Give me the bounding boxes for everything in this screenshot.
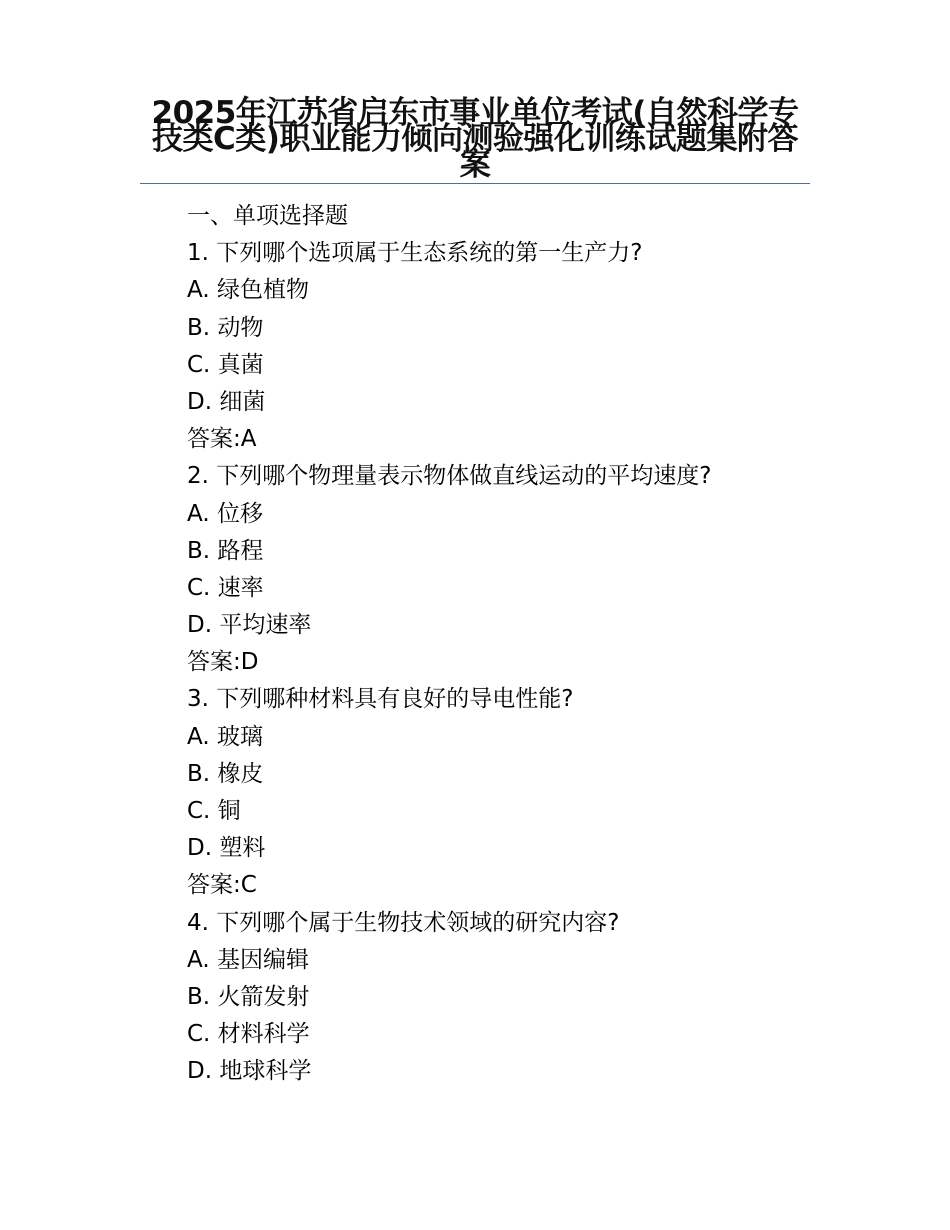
question-stem: 4. 下列哪个属于生物技术领域的研究内容?: [187, 909, 620, 936]
answer: 答案:A: [187, 426, 257, 453]
option-d: D. 塑料: [187, 835, 266, 862]
question-2: [187, 458, 827, 681]
title-divider: [140, 183, 810, 184]
question-stem: 1. 下列哪个选项属于生态系统的第一生产力?: [187, 240, 643, 267]
answer: 答案:D: [187, 649, 259, 676]
section-heading: 一、单项选择题: [187, 203, 348, 229]
option-d: D. 细菌: [187, 388, 266, 415]
option-c: C. 铜: [187, 798, 241, 824]
option-a: A. 位移: [187, 500, 263, 527]
option-c: C. 真菌: [187, 351, 264, 378]
answer: 答案:C: [187, 872, 257, 899]
option-b: B. 橡皮: [187, 760, 264, 787]
document-title: 2025年江苏省启东市事业单位考试(自然科学专技类C类)职业能力倾向测验强化训练试题集附答案: [151, 95, 799, 183]
document-body: [187, 198, 827, 1091]
option-b: B. 动物: [187, 314, 264, 341]
option-c: C. 材料科学: [187, 1021, 310, 1048]
option-b: B. 火箭发射: [187, 983, 310, 1010]
option-c: C. 速率: [187, 574, 264, 601]
option-d: D. 地球科学: [187, 1058, 312, 1085]
option-a: A. 玻璃: [187, 723, 263, 750]
question-stem: 3. 下列哪种材料具有良好的导电性能?: [187, 686, 574, 713]
option-a: A. 基因编辑: [187, 946, 309, 973]
question-1: [187, 235, 827, 458]
question-stem: 2. 下列哪个物理量表示物体做直线运动的平均速度?: [187, 463, 712, 490]
option-b: B. 路程: [187, 537, 264, 564]
option-d: D. 平均速率: [187, 612, 312, 639]
question-3: [187, 681, 827, 904]
question-4: [187, 905, 827, 1091]
option-a: A. 绿色植物: [187, 277, 309, 304]
